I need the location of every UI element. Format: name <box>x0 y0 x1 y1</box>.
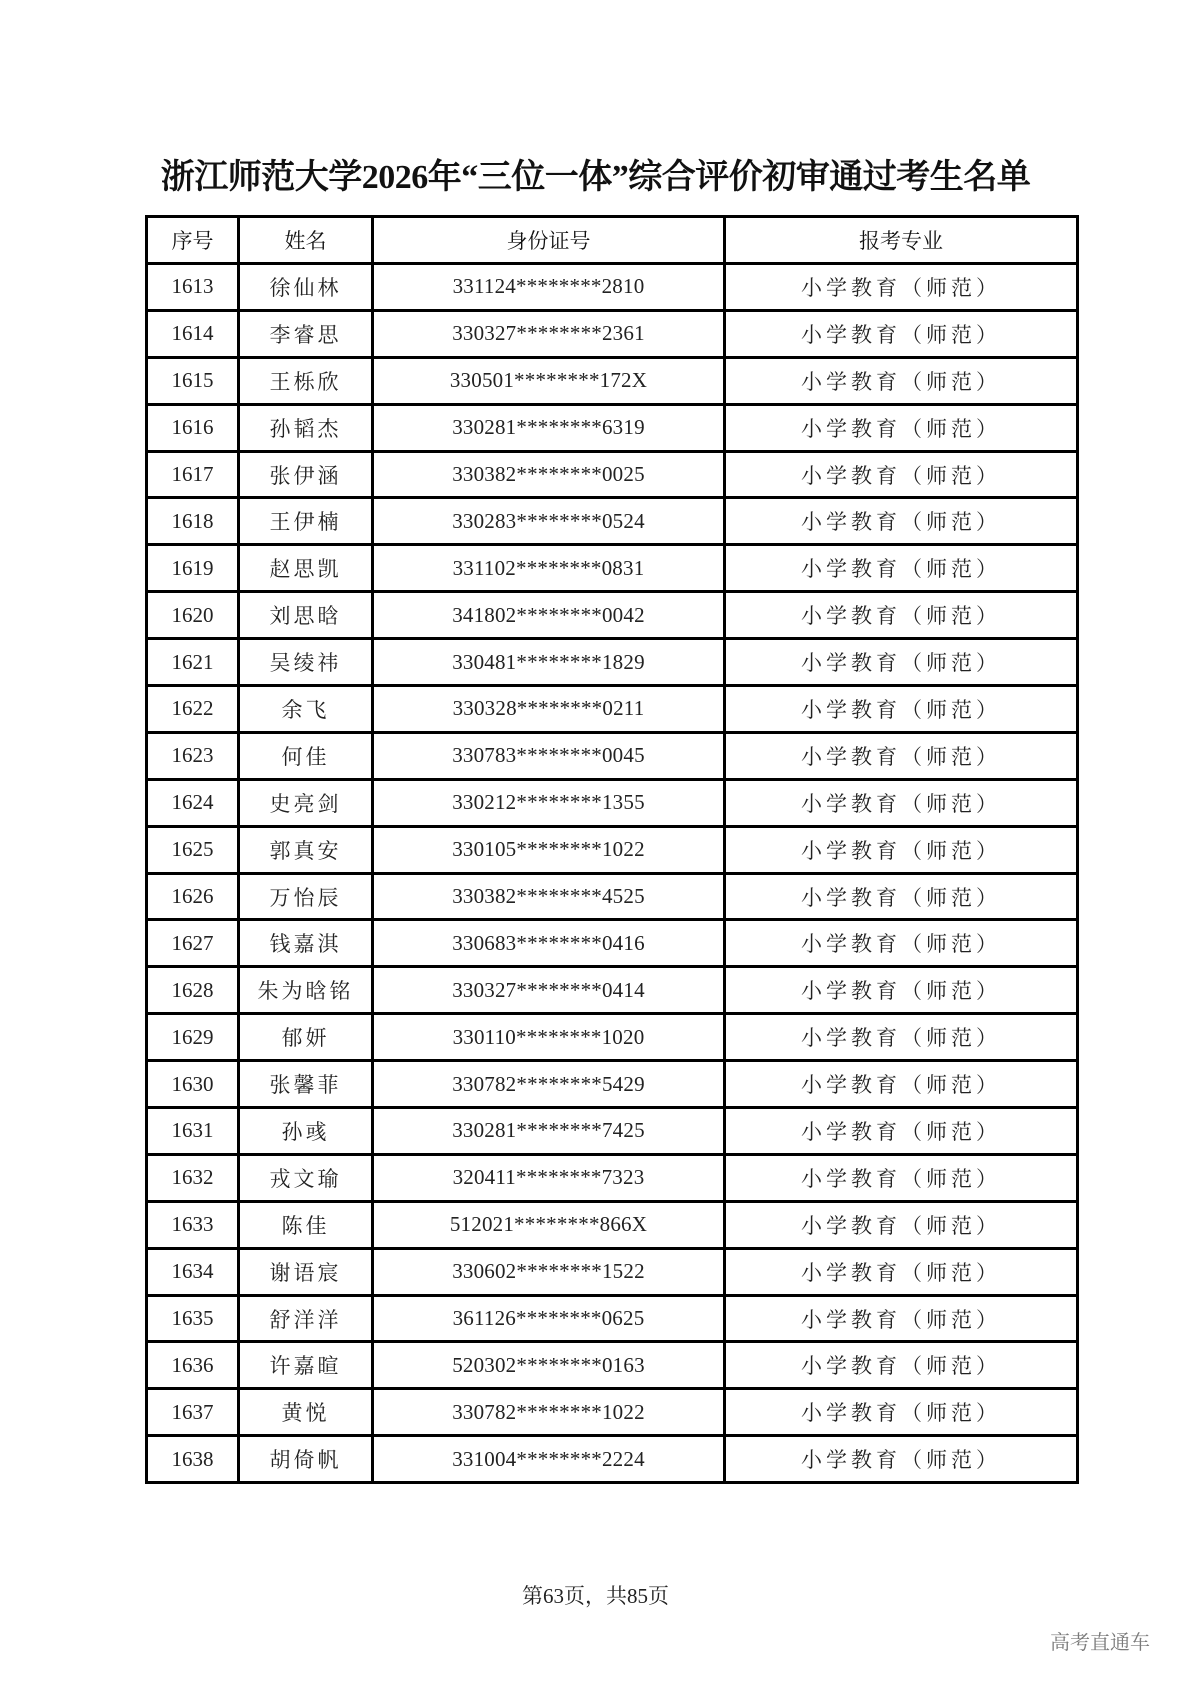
table-row <box>147 310 1078 357</box>
table-header-row <box>147 217 1078 264</box>
cell-major: 小学教育（师范） <box>725 310 1078 357</box>
table-row <box>147 357 1078 404</box>
cell-name: 钱嘉淇 <box>239 920 373 967</box>
cell-name: 史亮剑 <box>239 779 373 826</box>
cell-id-number: 330283********0524 <box>373 498 725 545</box>
cell-major: 小学教育（师范） <box>725 357 1078 404</box>
cell-id-number: 330683********0416 <box>373 920 725 967</box>
table-row <box>147 1295 1078 1342</box>
cell-seq: 1632 <box>147 1154 239 1201</box>
cell-id-number: 520302********0163 <box>373 1342 725 1389</box>
cell-major: 小学教育（师范） <box>725 592 1078 639</box>
header-name: 姓名 <box>239 217 373 264</box>
cell-name: 谢语宸 <box>239 1248 373 1295</box>
cell-seq: 1624 <box>147 779 239 826</box>
cell-seq: 1620 <box>147 592 239 639</box>
document-title: 浙江师范大学2026年“三位一体”综合评价初审通过考生名单 <box>160 159 1031 196</box>
cell-id-number: 331004********2224 <box>373 1436 725 1483</box>
cell-seq: 1630 <box>147 1061 239 1108</box>
cell-name: 吴绫祎 <box>239 639 373 686</box>
table-row <box>147 545 1078 592</box>
cell-name: 赵思凯 <box>239 545 373 592</box>
cell-id-number: 330782********5429 <box>373 1061 725 1108</box>
cell-major: 小学教育（师范） <box>725 779 1078 826</box>
cell-seq: 1635 <box>147 1295 239 1342</box>
table-row <box>147 967 1078 1014</box>
cell-id-number: 330212********1355 <box>373 779 725 826</box>
cell-major: 小学教育（师范） <box>725 1295 1078 1342</box>
table-row <box>147 498 1078 545</box>
cell-seq: 1637 <box>147 1389 239 1436</box>
cell-major: 小学教育（师范） <box>725 451 1078 498</box>
cell-major: 小学教育（师范） <box>725 1342 1078 1389</box>
cell-major: 小学教育（师范） <box>725 1248 1078 1295</box>
table-row <box>147 1061 1078 1108</box>
cell-id-number: 330602********1522 <box>373 1248 725 1295</box>
cell-major: 小学教育（师范） <box>725 639 1078 686</box>
table-row <box>147 639 1078 686</box>
table-row <box>147 732 1078 779</box>
cell-name: 黄悦 <box>239 1389 373 1436</box>
cell-id-number: 341802********0042 <box>373 592 725 639</box>
table-row <box>147 264 1078 311</box>
table-row <box>147 404 1078 451</box>
cell-seq: 1618 <box>147 498 239 545</box>
cell-seq: 1625 <box>147 826 239 873</box>
cell-major: 小学教育（师范） <box>725 545 1078 592</box>
cell-major: 小学教育（师范） <box>725 826 1078 873</box>
table-row <box>147 1201 1078 1248</box>
cell-major: 小学教育（师范） <box>725 1154 1078 1201</box>
cell-major: 小学教育（师范） <box>725 498 1078 545</box>
cell-id-number: 330481********1829 <box>373 639 725 686</box>
cell-id-number: 330501********172X <box>373 357 725 404</box>
cell-id-number: 331102********0831 <box>373 545 725 592</box>
cell-id-number: 320411********7323 <box>373 1154 725 1201</box>
table-row <box>147 1342 1078 1389</box>
cell-major: 小学教育（师范） <box>725 873 1078 920</box>
cell-major: 小学教育（师范） <box>725 404 1078 451</box>
table-row <box>147 826 1078 873</box>
cell-id-number: 330382********4525 <box>373 873 725 920</box>
cell-name: 许嘉暄 <box>239 1342 373 1389</box>
watermark: 高考直通车 <box>1050 1630 1150 1654</box>
cell-seq: 1616 <box>147 404 239 451</box>
cell-name: 郭真安 <box>239 826 373 873</box>
cell-name: 张馨菲 <box>239 1061 373 1108</box>
table-row <box>147 1014 1078 1061</box>
cell-major: 小学教育（师范） <box>725 264 1078 311</box>
table-row <box>147 873 1078 920</box>
cell-major: 小学教育（师范） <box>725 686 1078 733</box>
cell-seq: 1614 <box>147 310 239 357</box>
cell-seq: 1636 <box>147 1342 239 1389</box>
cell-name: 陈佳 <box>239 1201 373 1248</box>
cell-seq: 1617 <box>147 451 239 498</box>
cell-major: 小学教育（师范） <box>725 1201 1078 1248</box>
cell-major: 小学教育（师范） <box>725 1014 1078 1061</box>
table-row <box>147 1108 1078 1155</box>
cell-seq: 1619 <box>147 545 239 592</box>
cell-seq: 1626 <box>147 873 239 920</box>
cell-id-number: 361126********0625 <box>373 1295 725 1342</box>
cell-name: 胡倚帆 <box>239 1436 373 1483</box>
table-body <box>147 264 1078 1483</box>
cell-id-number: 330110********1020 <box>373 1014 725 1061</box>
candidate-table <box>145 215 1079 1484</box>
header-id: 身份证号 <box>373 217 725 264</box>
cell-name: 万怡辰 <box>239 873 373 920</box>
cell-id-number: 330327********0414 <box>373 967 725 1014</box>
cell-id-number: 331124********2810 <box>373 264 725 311</box>
table-row <box>147 920 1078 967</box>
cell-seq: 1634 <box>147 1248 239 1295</box>
header-major: 报考专业 <box>725 217 1078 264</box>
cell-id-number: 330105********1022 <box>373 826 725 873</box>
cell-major: 小学教育（师范） <box>725 732 1078 779</box>
cell-name: 徐仙林 <box>239 264 373 311</box>
table-row <box>147 1389 1078 1436</box>
table-row <box>147 1436 1078 1483</box>
page-indicator: 第63页，共85页 <box>522 1584 669 1608</box>
cell-id-number: 330382********0025 <box>373 451 725 498</box>
cell-seq: 1623 <box>147 732 239 779</box>
cell-seq: 1613 <box>147 264 239 311</box>
cell-id-number: 330281********7425 <box>373 1108 725 1155</box>
header-seq: 序号 <box>147 217 239 264</box>
cell-seq: 1633 <box>147 1201 239 1248</box>
cell-major: 小学教育（师范） <box>725 920 1078 967</box>
table-row <box>147 1154 1078 1201</box>
cell-id-number: 330328********0211 <box>373 686 725 733</box>
cell-name: 戎文瑜 <box>239 1154 373 1201</box>
cell-name: 李睿思 <box>239 310 373 357</box>
cell-name: 王伊楠 <box>239 498 373 545</box>
table-row <box>147 592 1078 639</box>
table-row <box>147 1248 1078 1295</box>
cell-seq: 1615 <box>147 357 239 404</box>
cell-seq: 1622 <box>147 686 239 733</box>
cell-seq: 1629 <box>147 1014 239 1061</box>
cell-name: 孙彧 <box>239 1108 373 1155</box>
cell-id-number: 512021********866X <box>373 1201 725 1248</box>
table-row <box>147 451 1078 498</box>
cell-name: 何佳 <box>239 732 373 779</box>
table-row <box>147 686 1078 733</box>
cell-name: 王栎欣 <box>239 357 373 404</box>
cell-major: 小学教育（师范） <box>725 1389 1078 1436</box>
cell-seq: 1638 <box>147 1436 239 1483</box>
cell-id-number: 330327********2361 <box>373 310 725 357</box>
cell-id-number: 330281********6319 <box>373 404 725 451</box>
cell-seq: 1628 <box>147 967 239 1014</box>
cell-seq: 1621 <box>147 639 239 686</box>
cell-id-number: 330782********1022 <box>373 1389 725 1436</box>
cell-seq: 1627 <box>147 920 239 967</box>
cell-name: 郁妍 <box>239 1014 373 1061</box>
cell-name: 张伊涵 <box>239 451 373 498</box>
cell-name: 余飞 <box>239 686 373 733</box>
cell-id-number: 330783********0045 <box>373 732 725 779</box>
cell-name: 舒洋洋 <box>239 1295 373 1342</box>
cell-seq: 1631 <box>147 1108 239 1155</box>
cell-name: 朱为晗铭 <box>239 967 373 1014</box>
cell-name: 刘思晗 <box>239 592 373 639</box>
cell-major: 小学教育（师范） <box>725 1108 1078 1155</box>
cell-major: 小学教育（师范） <box>725 1061 1078 1108</box>
cell-major: 小学教育（师范） <box>725 967 1078 1014</box>
cell-name: 孙韬杰 <box>239 404 373 451</box>
table-row <box>147 779 1078 826</box>
cell-major: 小学教育（师范） <box>725 1436 1078 1483</box>
